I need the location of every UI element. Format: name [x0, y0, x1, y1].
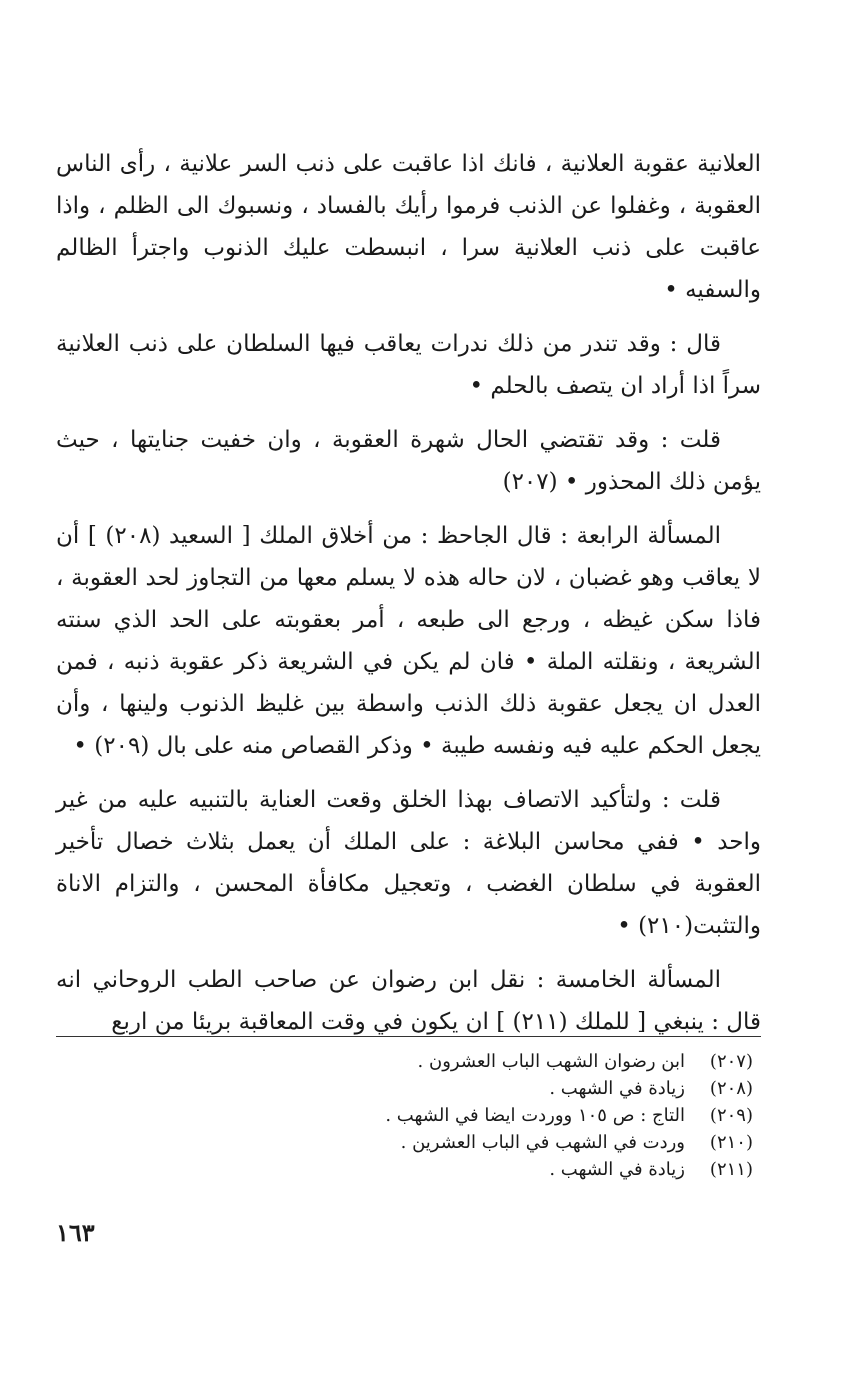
footnote-number: (٢٠٧) — [709, 1051, 753, 1072]
footnote-item — [56, 1102, 761, 1129]
footnote-number: (٢١١) — [709, 1159, 753, 1180]
footnote-text: زيادة في الشهب . — [549, 1078, 685, 1099]
footnote-number: (٢١٠) — [709, 1132, 753, 1153]
paragraph-4: المسألة الرابعة : قال الجاحظ : من أخلاق الملك [ السعيد (٢٠٨) ] أن لا يعاقب وهو غضبان ، لان حاله هذه لا يسلم معها من التجاوز لحد العقوبة ، فاذا سكن غيظه ، ورجع الى طبعه ، أمر بعقوبته على الحد الذي سنته الشريعة ، ونقلته الملة • فان لم يكن في الشريعة ذكر عقوبة ذنبه ، فمن العدل ان يجعل عقوبة ذلك الذنب واسطة بين غليظ الذنوب ولينها ، وأن يجعل الحكم عليه فيه ونفسه طيبة • وذكر القصاص منه على بال (٢٠٩) • — [56, 523, 761, 759]
footnote-text: ابن رضوان الشهب الباب العشرون . — [417, 1051, 685, 1072]
footnote-item — [56, 1075, 761, 1102]
footnote-text: التاج : ص ١٠٥ ووردت ايضا في الشهب . — [385, 1105, 685, 1126]
footnotes — [56, 1048, 761, 1183]
footnote-text: زيادة في الشهب . — [549, 1159, 685, 1180]
footnote-number: (٢٠٩) — [709, 1105, 753, 1126]
footnote-item — [56, 1048, 761, 1075]
footnote-item — [56, 1156, 761, 1183]
paragraph-6: المسألة الخامسة : نقل ابن رضوان عن صاحب الطب الروحاني انه قال : ينبغي [ للملك (٢١١) ] ان يكون في وقت المعاقبة بريئا من اربع — [56, 967, 761, 1035]
main-text — [56, 143, 761, 1055]
paragraph-1: العلانية عقوبة العلانية ، فانك اذا عاقبت على ذنب السر علانية ، رأى الناس العقوبة ، وغفلوا عن الذنب فرموا رأيك بالفساد ، ونسبوك الى الظلم ، واذا عاقبت على ذنب العلانية سرا ، انبسطت عليك الذنوب واجترأ الظالم والسفيه • — [56, 151, 761, 303]
page-number: ١٦٣ — [56, 1218, 95, 1247]
footnote-divider — [56, 1036, 761, 1037]
paragraph-2: قال : وقد تندر من ذلك ندرات يعاقب فيها السلطان على ذنب العلانية سراً اذا أراد ان يتصف بالحلم • — [56, 331, 761, 399]
footnote-text: وردت في الشهب في الباب العشرين . — [400, 1132, 685, 1153]
paragraph-5: قلت : ولتأكيد الاتصاف بهذا الخلق وقعت العناية بالتنبيه عليه من غير واحد • ففي محاسن البلاغة : على الملك أن يعمل بثلاث خصال تأخير العقوبة في سلطان الغضب ، وتعجيل مكافأة المحسن ، والتزام الاناة والتثبت(٢١٠) • — [56, 787, 761, 939]
footnote-item — [56, 1129, 761, 1156]
paragraph-3: قلت : وقد تقتضي الحال شهرة العقوبة ، وان خفيت جنايتها ، حيث يؤمن ذلك المحذور • (٢٠٧) — [56, 427, 761, 495]
footnote-number: (٢٠٨) — [709, 1078, 753, 1099]
